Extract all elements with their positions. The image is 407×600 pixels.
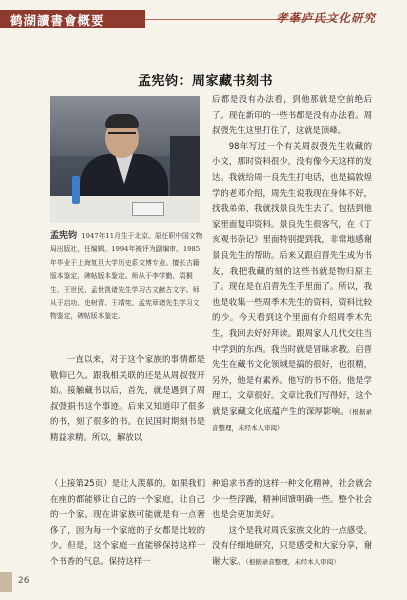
paragraph: （上接第25页）是让人羡慕的。如果我们在座的都能够让自己的一个家庭，让自己的一个家。现在讲家族可能就是有一点奢侈了，因为每一个家庭的子女都是比较的少。但是，这个家庭一直能够保持这样一个书香的气息。保持这样一	[50, 478, 205, 566]
header-subtitle: 孝莑庐氏文化研究	[276, 11, 376, 25]
speaker-photo	[50, 96, 200, 223]
body-column-left-top	[50, 352, 205, 446]
page-number: 26	[18, 576, 30, 586]
speaker-name: 孟宪钧	[50, 231, 78, 241]
transcript-note: （根据录音整理，未经本人审阅）	[212, 407, 373, 433]
speaker-bio	[50, 230, 205, 324]
paragraph	[212, 523, 372, 571]
paragraph: 后都是没有办法看，到他那就是空前绝后了。现在新印的一些书都是没有办法看。周叔弢先生这里打住了，这就是顶峰。	[212, 94, 372, 136]
section-title: 鹤湖讀書會概要	[10, 13, 105, 28]
speaker-bio-text: 1947年11月生于北京。原任职中国文物局出版社，任编辑。1994年被评为副编审。1985年毕业于上海复旦大学历史系文博专业。擅长古籍版本鉴定、碑帖版本鉴定。师从于李学勤、袁桐生、王世民、孟世凯诸先生学习古文献古文字。师从于启功、史树青、王靖宪、孟宪章诸先生学习文物鉴定，碑帖版本鉴定。	[50, 232, 203, 321]
body-column-left-bottom	[50, 476, 205, 570]
paragraph	[212, 139, 372, 437]
body-column-right-top	[212, 92, 372, 437]
body-column-right-bottom	[212, 476, 372, 571]
paragraph-text: 这个是我对周氏家族文化的一点感受。没有仔细地研究，只是感受和大家分享，谢谢大家。	[212, 524, 372, 566]
paragraph-text: 98年写过一个有关周叔弢先生收藏的小文，那时资料很少，没有像今天这样的发达。我就给周一良先生打电话，也是搞敦煌学的老邓介绍，周先生说我现在身体不好，找我弟弟，我就找景良先生去了。包括到他家里面复印资料。景良先生很客气，在《丁亥观书杂记》里面特别提到我，非常地感谢景良先生的帮助。后来又跟启晋先生成为书友，我把我藏的刻的这些书就是物归原主了。现在是在启晋先生手里面了。所以，我也是收集一些周季木先生的资料，资料比较的少。今天看到这个里面有介绍周季木先生，我回去好好拜读。跟周家人几代交往当中学到的东西。我当时就是冒昧求教。启晋先生在藏书文化领域是搞的很好，也很精，另外，他是有素养。他写的书不俗。他是学理工，文章很好。文章比我们写得好，这个就是家藏文化底蕴产生的深厚影响。	[212, 140, 372, 416]
paragraph: 种追求书香的这样一种文化精神，社会就会少一些浮躁，精神回馈明确一些。整个社会也是会更加美好。	[212, 478, 372, 520]
page-edge-tab	[0, 572, 12, 592]
transcript-note: （根据录音整理，未经本人审阅）	[245, 557, 340, 566]
article-title: 孟宪钧：周家藏书刻书	[138, 74, 274, 89]
page-header	[0, 0, 407, 40]
section-banner	[0, 10, 145, 28]
paragraph: 一直以来，对于这个家族的事情都是敬仰已久。跟我相关联的还是从周叔弢开始。接触藏书以后，首先，就是遇到了周叔弢捐书这个事迹。后来又知道印了很多的书，刻了很多的书。在民国时期刻书是精益求精。所以，解放以	[50, 354, 205, 442]
